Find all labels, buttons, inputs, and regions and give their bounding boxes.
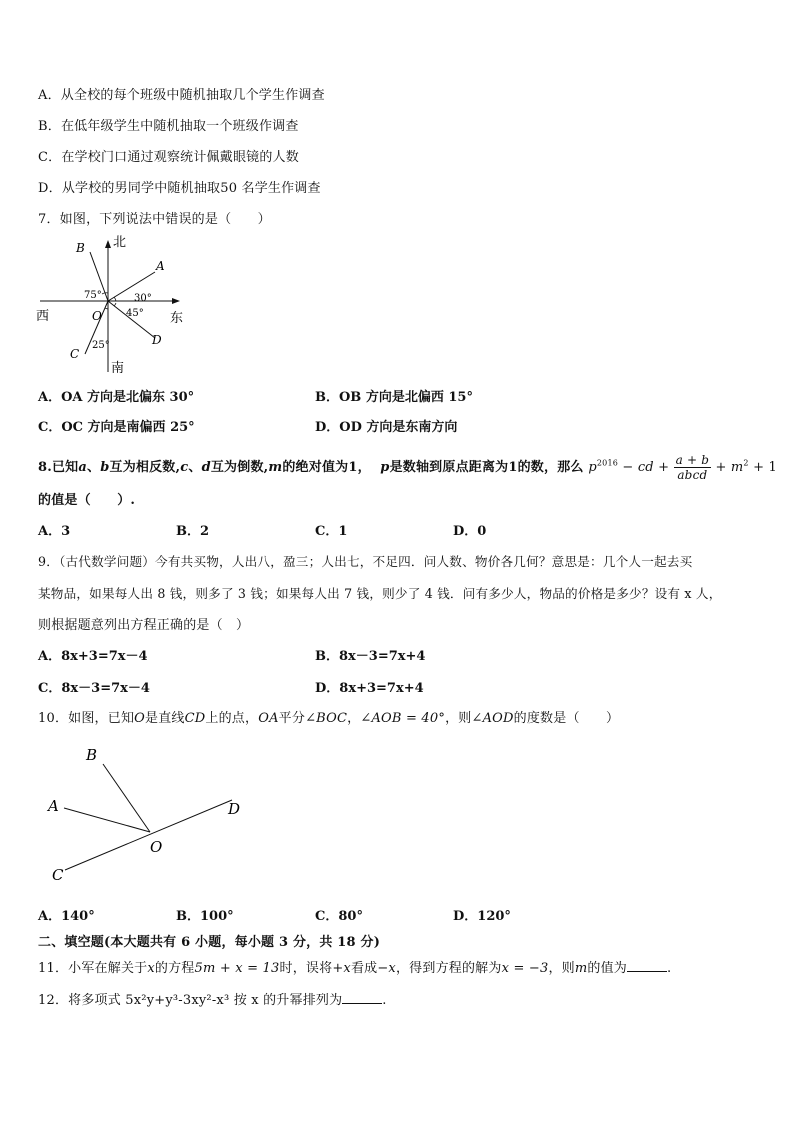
q6-option-d: D．从学校的男同学中随机抽取50 名学生作调查	[38, 181, 321, 196]
q7-option-d: D．OD 方向是东南方向	[315, 420, 458, 435]
q7-label-a: A	[156, 259, 165, 273]
q10-line-cd	[65, 800, 232, 870]
q7-angle-25: 25°	[92, 340, 110, 351]
q12-answer-blank	[342, 992, 382, 1004]
q10-option-c: C．80°	[315, 909, 363, 924]
q7-angle-75: 75°	[84, 290, 102, 301]
q7-label-north: 北	[113, 235, 127, 250]
q7-label-c: C	[70, 347, 80, 361]
q10-label-b: B	[86, 746, 98, 764]
q9-option-a: A．8x+3=7x－4	[38, 649, 148, 664]
q9-line1: 9．（古代数学问题）今有共买物，人出八，盈三；人出七，不足四．问人数、物价各几何？意思是：几个人一起去买	[38, 554, 693, 569]
q10-ray-oa	[64, 808, 150, 832]
q7-angle-45: 45°	[126, 308, 144, 319]
q7-label-o: O	[92, 309, 102, 323]
q8-option-c: C．1	[315, 524, 348, 539]
q7-arc-45	[114, 303, 116, 306]
q8-expression: $p^{2016}$ − cd + $\frac{a + b}{\text{abcd}}$ + $m^2 + 1$	[588, 453, 777, 482]
q6-option-c: C．在学校门口通过观察统计佩戴眼镜的人数	[38, 150, 299, 165]
q7-option-b: B．OB 方向是北偏西 15°	[315, 390, 473, 405]
q8-stem: 8.已知a、b互为相反数,c、d互为倒数,m的绝对值为1， p是数轴到原点距离为1的数，那么 $p^{2016}$ − cd + $\frac{a + b}{\text{abcd}}$ + $m^2 + 1$	[38, 453, 777, 482]
q7-label-south: 南	[111, 361, 125, 376]
q9-line3: 则根据题意列出方程正确的是（ ）	[38, 618, 250, 633]
q10-label-a: A	[48, 797, 59, 815]
q7-option-c: C．OC 方向是南偏西 25°	[38, 420, 195, 435]
q8-option-a: A．3	[38, 524, 71, 539]
q12-stem: 12．将多项式 5x²y+y³-3xy²-x³ 按 x 的升幂排列为 .	[38, 993, 387, 1008]
q7-angle-30: 30°	[134, 293, 152, 304]
q7-compass-figure	[30, 232, 200, 380]
q7-arc-30	[114, 297, 116, 301]
q8-fraction: $\frac{a + b}{\text{abcd}}$	[675, 453, 710, 482]
q7-stem: 7．如图，下列说法中错误的是（ ）	[38, 212, 271, 227]
q10-label-c: C	[52, 866, 64, 884]
section-2-heading: 二、填空题(本大题共有 6 小题，每小题 3 分，共 18 分)	[38, 935, 381, 950]
q9-option-c: C．8x－3=7x－4	[38, 681, 150, 696]
q8-option-b: B．2	[176, 524, 210, 539]
q10-ray-ob	[103, 764, 150, 832]
q11-stem: 11．小军在解关于x的方程5m + x = 13时，误将+x看成−x，得到方程的解为x = −3，则m的值为 .	[38, 961, 672, 976]
q7-label-east: 东	[170, 311, 184, 326]
q8-stem-line2: 的值是（ ）.	[38, 493, 136, 508]
q10-option-b: B．100°	[176, 909, 234, 924]
q10-figure	[40, 740, 260, 890]
q7-label-d: D	[152, 333, 162, 347]
q9-option-b: B．8x－3=7x+4	[315, 649, 426, 664]
q9-option-d: D．8x+3=7x+4	[315, 681, 424, 696]
q7-label-west: 西	[36, 309, 50, 324]
q10-label-d: D	[228, 800, 241, 818]
q10-option-a: A．140°	[38, 909, 95, 924]
q9-line2: 某物品，如果每人出 8 钱，则多了 3 钱；如果每人出 7 钱，则少了 4 钱．问有多少人，物品的价格是多少？设有 x 人，	[38, 586, 722, 601]
q7-north-arrow	[105, 240, 111, 248]
q10-stem: 10．如图，已知O是直线CD上的点，OA平分∠BOC，∠AOB = 40°，则∠AOD的度数是（ ）	[38, 711, 620, 726]
q8-option-d: D．0	[453, 524, 487, 539]
q10-label-o: O	[150, 838, 163, 856]
q7-east-arrow	[172, 298, 180, 304]
q6-option-b: B．在低年级学生中随机抽取一个班级作调查	[38, 119, 299, 134]
q11-answer-blank	[627, 960, 667, 972]
q7-option-a: A．OA 方向是北偏东 30°	[38, 390, 195, 405]
q7-label-b: B	[76, 241, 85, 255]
q6-option-a: A．从全校的每个班级中随机抽取几个学生作调查	[38, 88, 325, 103]
q10-option-d: D．120°	[453, 909, 511, 924]
q7-ray-od	[108, 301, 155, 338]
